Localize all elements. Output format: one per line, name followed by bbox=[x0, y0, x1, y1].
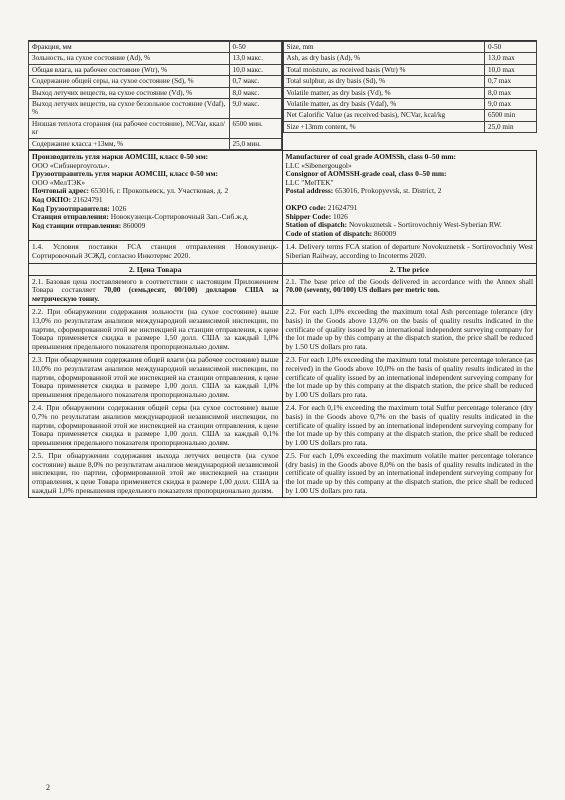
spec-parameter: Ash, as dry basis (Ad), % bbox=[283, 53, 485, 64]
clause-2-1 bbox=[28, 276, 537, 307]
clause-2-1-ru-text: 2.1. Базовая цена поставляемого в соответствии с настоящим Приложением Товара составляет bbox=[32, 276, 279, 295]
spec-row bbox=[283, 76, 537, 87]
spec-parameter: Выход летучих веществ, на сухое беззольное состояние (Vdaf), % bbox=[29, 99, 230, 119]
clause-1-4-ru: 1.4. Условия поставки FCA станция отправления Новокузнецк-Сортировочный ЗСЖД, согласно Инкотермс 2020. bbox=[29, 241, 283, 262]
address-label: Почтовый адрес: bbox=[32, 186, 89, 196]
spec-value: 10,0 max bbox=[485, 64, 537, 75]
spec-row bbox=[283, 110, 537, 121]
spec-parameter: Total moisture, as received basis (Wtr) % bbox=[283, 64, 485, 75]
station-label-en: Station of dispatch: bbox=[285, 220, 348, 230]
shipper-value-en: 1026 bbox=[333, 211, 348, 221]
clause-2-4-en: 2.4. For each 0,1% exceeding the maximum total Sulfur percentage tolerance (dry basis) in the Goods above 0,7% on the basis of quality results indicated in the certificate of quality issued by an international independent surveying company for the lot made up by this company at the dispatch station, the price shall be reduced by 1.00 US dollars pro rata. bbox=[285, 403, 533, 447]
producer-value-en: LLC «Sibenergougol» bbox=[285, 160, 352, 170]
spec-value: 0-50 bbox=[485, 42, 537, 53]
spec-value: 8,0 max bbox=[485, 87, 537, 98]
shipper-label-en: Shipper Code: bbox=[285, 211, 332, 221]
clause-1-4 bbox=[28, 241, 537, 263]
station-value-en: Novokuznetsk - Sortirovochniy West-Syberian RW. bbox=[348, 220, 502, 230]
producer-label-en: Manufacturer of coal grade AOMSSh, class 0–50 mm: bbox=[285, 152, 457, 162]
spec-parameter: Size +13mm content, % bbox=[283, 121, 485, 132]
clause-2-1-en-text: 2.1. The base price of the Goods delivered in accordance with the Annex shall bbox=[285, 276, 533, 286]
spec-parameter: Total sulphur, as dry basis (Sd), % bbox=[283, 76, 485, 87]
clause-2-1-en-price: 70.00 (seventy, 00/100) US dollars per metric ton. bbox=[285, 285, 440, 295]
spec-table-ru-col bbox=[28, 41, 283, 150]
spec-table-ru bbox=[28, 41, 282, 150]
station-value: Новокузнецк-Сортировочный Зап.-Сиб.ж.д. bbox=[110, 212, 249, 222]
spec-value: 9,0 max bbox=[485, 99, 537, 110]
spec-row bbox=[29, 99, 282, 119]
spec-value: 25,0 min bbox=[485, 121, 537, 132]
clause-2-2-ru: 2.2. При обнаружении содержания зольности (на сухое состояние) выше 13,0% по результатам анализов международной независимой инспекции, по партии, сформированной этой же инспекцией на станции отправления, к цене Товара применяется скидка в размере 1,50 долл. США за каждый 1,0% превышения предельного показателя пропорционально долям. bbox=[29, 306, 283, 353]
spec-row bbox=[283, 53, 537, 64]
spec-row bbox=[283, 121, 537, 132]
spec-row bbox=[29, 53, 282, 64]
spec-row bbox=[29, 64, 282, 75]
spec-value: 9,0 макс. bbox=[229, 99, 281, 119]
spec-value: 13,0 max bbox=[485, 53, 537, 64]
section-2-heading-ru: 2. Цена Товара bbox=[29, 264, 283, 275]
clause-2-2-en: 2.2. For each 1,0% exceeding the maximum total Ash percentage tolerance (dry basis) in the Goods above 13,0% on the basis of quality results indicated in the certificate of quality issued by an international independent surveying company for the lot made up by this company at the dispatch station, the price shall be reduced by 1.50 US dollars pro rata. bbox=[285, 307, 533, 351]
spec-row bbox=[283, 64, 537, 75]
parties-en bbox=[283, 151, 537, 240]
spec-row bbox=[29, 87, 282, 98]
spec-value: 25,0 мин. bbox=[229, 138, 281, 149]
spec-parameter: Общая влага, на рабочее состояние (Wtr), % bbox=[29, 64, 230, 75]
spec-parameter: Volatile matter, as dry basis (Vdaf), % bbox=[283, 99, 485, 110]
spec-value: 8,0 макс. bbox=[229, 87, 281, 98]
clause-2-5-en: 2.5. For each 1,0% exceeding the maximum volatile matter percentage tolerance (dry basis) in the Goods above 8,0% on the basis of quality results indicated in the certificate of quality issued by an international independent surveying company for the lot made up by this company at the dispatch station, the price shall be reduced by 1.00 US dollars pro rata. bbox=[285, 451, 533, 495]
okpo-value-en: 21624791 bbox=[327, 203, 358, 213]
page-number: 2 bbox=[46, 783, 50, 792]
spec-value: 0,7 макс. bbox=[229, 76, 281, 87]
okpo-label: Код ОКПО: bbox=[32, 195, 72, 205]
spec-parameter: Содержание общей серы, на сухое состояние (Sd), % bbox=[29, 76, 230, 87]
spec-row bbox=[29, 118, 282, 138]
spec-tables bbox=[28, 40, 537, 150]
spec-value: 13,0 макс. bbox=[229, 53, 281, 64]
section-2-heading bbox=[28, 264, 537, 276]
address-value: 653016, г. Прокопьевск, ул. Участковая, д. 2 bbox=[90, 186, 229, 196]
spec-parameter: Низшая теплота сгорания (на рабочее состояние), NCVar, ккал/кг bbox=[29, 118, 230, 138]
spec-value: 10,0 макс. bbox=[229, 64, 281, 75]
spec-parameter: Зольность, на сухое состояние (Ad), % bbox=[29, 53, 230, 64]
okpo-value: 21624791 bbox=[72, 195, 103, 205]
address-label-en: Postal address: bbox=[285, 186, 334, 196]
clause-2-4-ru: 2.4. При обнаружении содержания общей серы (на сухое состояние) выше 0,7% по результатам анализов международной независимой инспекции, по партии, сформированной этой же инспекцией на станции отправления, к цене Товара применяется скидка в размере 1,00 долл. США за каждый 0,1% превышения предельного показателя пропорционально долям. bbox=[29, 402, 283, 449]
parties-ru bbox=[29, 151, 283, 240]
spec-row bbox=[29, 76, 282, 87]
section-2-heading-en: 2. The price bbox=[389, 264, 429, 274]
consignor-value-en: LLC "MelTEK" bbox=[285, 177, 334, 187]
clause-2-3 bbox=[28, 354, 537, 402]
station-code-label: Код станции отправления: bbox=[32, 220, 122, 230]
clause-1-4-en: 1.4. Delivery terms FCA station of departure Novokuznetsk - Sortirovochniy West Siberian Railway, according to Incoterms 2020. bbox=[285, 242, 533, 260]
station-label: Станция отправления: bbox=[32, 212, 109, 222]
parties-block bbox=[28, 150, 537, 241]
spec-parameter: Volatile matter, as dry basis (Vd), % bbox=[283, 87, 485, 98]
clause-2-5-ru: 2.5. При обнаружении содержания выхода летучих веществ (на сухое состояние) выше 8,0% по результатам анализов международной независимой инспекции, по партии, сформированной этой же инспекцией на станции отправления, к цене Товара применяется скидка в размере 1,00 долл. США за каждый 1,0% превышения предельного показателя пропорционально долям. bbox=[29, 450, 283, 497]
spec-parameter: Содержание класса +13мм, % bbox=[29, 138, 230, 149]
station-code-label-en: Code of station of dispatch: bbox=[285, 228, 373, 238]
shipper-value: 1026 bbox=[111, 203, 127, 213]
address-value-en: 653016, Prokopyevsk, st. District, 2 bbox=[335, 186, 442, 196]
spec-value: 6500 min bbox=[485, 110, 537, 121]
producer-label: Производитель угля марки АОМСШ, класс 0-50 мм: bbox=[32, 152, 209, 162]
clause-2-2 bbox=[28, 306, 537, 354]
spec-parameter: Фракция, мм bbox=[29, 42, 230, 53]
station-code-value-en: 860009 bbox=[374, 228, 397, 238]
clause-2-4 bbox=[28, 402, 537, 450]
spec-parameter: Net Calorific Value (as received basis), NCVar, kcal/kg bbox=[283, 110, 485, 121]
consignor-value: ООО «МелТЭК» bbox=[32, 177, 86, 187]
spec-row bbox=[283, 87, 537, 98]
clause-2-1-ru bbox=[29, 276, 283, 306]
clause-2-3-ru: 2.3. При обнаружении содержания общей влаги (на рабочее состояние) выше 10,0% по результатам анализов международной независимой инспекции, по партии, сформированной этой же инспекцией на станции отправления, к цене Товара применяется скидка в размере 1,00 долл. США за каждый 1,0% превышения предельного показателя пропорционально долям. bbox=[29, 354, 283, 401]
spec-parameter: Size, mm bbox=[283, 42, 485, 53]
consignor-label-en: Consignor of AOMSSH-grade coal, class 0–50 mm: bbox=[285, 169, 447, 179]
spec-row bbox=[29, 138, 282, 149]
spec-value: 0,7 max bbox=[485, 76, 537, 87]
clause-2-5 bbox=[28, 450, 537, 498]
clause-2-1-en bbox=[283, 276, 537, 306]
station-code-value: 860009 bbox=[123, 220, 146, 230]
okpo-label-en: OKPO code: bbox=[285, 203, 326, 213]
consignor-label: Грузоотправитель угля марки АОМСШ, класс 0-50 мм: bbox=[32, 169, 219, 179]
spec-table-en bbox=[283, 41, 538, 133]
clause-2-3-en: 2.3. For each 1,0% exceeding the maximum total moisture percentage tolerance (as received) in the Goods above 10,0% on the basis of quality results indicated in the certificate of quality issued by an international independent surveying company for the lot made up by this company at the dispatch station, the price shall be reduced by 1.00 US dollars pro rata. bbox=[285, 355, 533, 399]
clause-2-1-ru-price: 70,00 (семьдесят, 00/100) долларов США за метрическую тонну. bbox=[32, 285, 279, 303]
spec-parameter: Выход летучих веществ, на сухое состояние (Vd), % bbox=[29, 87, 230, 98]
spec-value: 6500 мин. bbox=[229, 118, 281, 138]
spec-row bbox=[283, 99, 537, 110]
spec-row bbox=[283, 42, 537, 53]
shipper-label: Код Грузоотправителя: bbox=[32, 203, 110, 213]
spec-table-en-col bbox=[283, 41, 538, 150]
spec-row bbox=[29, 42, 282, 53]
spec-value: 0-50 bbox=[229, 42, 281, 53]
producer-value: ООО «Сибэнергоуголь». bbox=[32, 160, 110, 170]
document-page bbox=[28, 40, 537, 498]
